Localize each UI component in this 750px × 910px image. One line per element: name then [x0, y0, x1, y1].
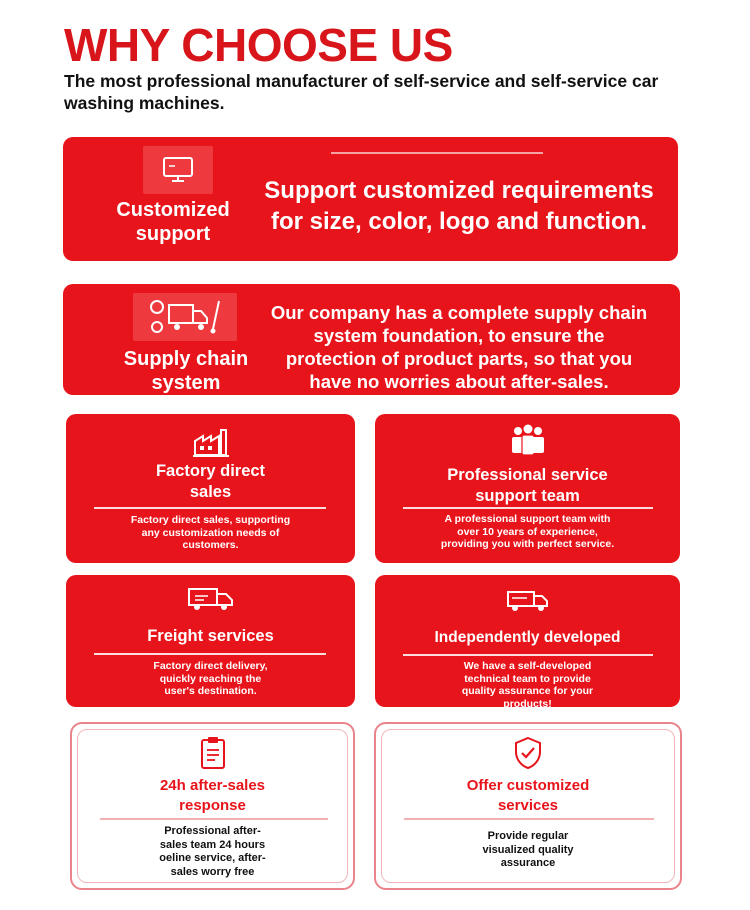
tile-title: Factory direct sales [155, 462, 266, 501]
clipboard-icon [198, 736, 228, 775]
page-title: WHY CHOOSE US [64, 19, 453, 71]
card-divider [100, 818, 328, 820]
supply-chain-card [63, 284, 680, 395]
customized-support-label: Customized support [116, 199, 230, 245]
card-divider [331, 152, 543, 154]
tile-text: A professional support team with over 10 years of experience, providing you with perfect service. [440, 513, 615, 550]
factory-icon [191, 427, 231, 464]
monitor-icon [143, 146, 213, 194]
independently-developed-card [375, 575, 680, 710]
after-sales-response-card [70, 722, 355, 890]
factory-direct-sales-card [66, 414, 355, 563]
supply-chain-label: Supply chain system [123, 348, 249, 394]
tile-title: Freight services [147, 627, 274, 645]
tile-title: Independently developed [434, 629, 621, 646]
page-subtitle: The most professional manufacturer of self-service and self-service car washing machines. [64, 71, 659, 113]
offer-customized-services-card [374, 722, 682, 890]
tile-title: 24h after-sales response [159, 777, 266, 814]
tile-text: Factory direct sales, supporting any customization needs of customers. [130, 514, 291, 551]
tile-title: Offer customized services [466, 777, 590, 814]
customized-support-card [63, 137, 678, 261]
card-divider [403, 507, 653, 509]
tile-text: Professional after-sales team 24 hours oeline service, after-sales worry free [159, 825, 266, 878]
tile-text: We have a self-developed technical team to provide quality assurance for your products! [461, 660, 594, 710]
card-divider [94, 653, 326, 655]
team-icon [508, 423, 548, 462]
card-divider [94, 507, 326, 509]
delivery-truck-icon [505, 589, 551, 618]
freight-services-card [66, 575, 355, 707]
customized-support-text: Support customized requirements for size, color, logo and function. [264, 177, 654, 235]
tile-text: Provide regular visualized quality assurance [482, 830, 574, 869]
truck-icon [186, 586, 236, 617]
professional-service-card [375, 414, 680, 563]
card-divider [404, 818, 654, 820]
card-divider [403, 654, 653, 656]
tile-text: Factory direct delivery, quickly reaching the user's destination. [153, 660, 268, 697]
shield-check-icon [512, 736, 544, 775]
supply-chain-text: Our company has a complete supply chain system foundation, to ensure the protection of product parts, so that you have no worries about after-sales. [270, 302, 648, 392]
tile-title: Professional service support team [447, 466, 608, 505]
supply-chain-icon [133, 293, 237, 341]
